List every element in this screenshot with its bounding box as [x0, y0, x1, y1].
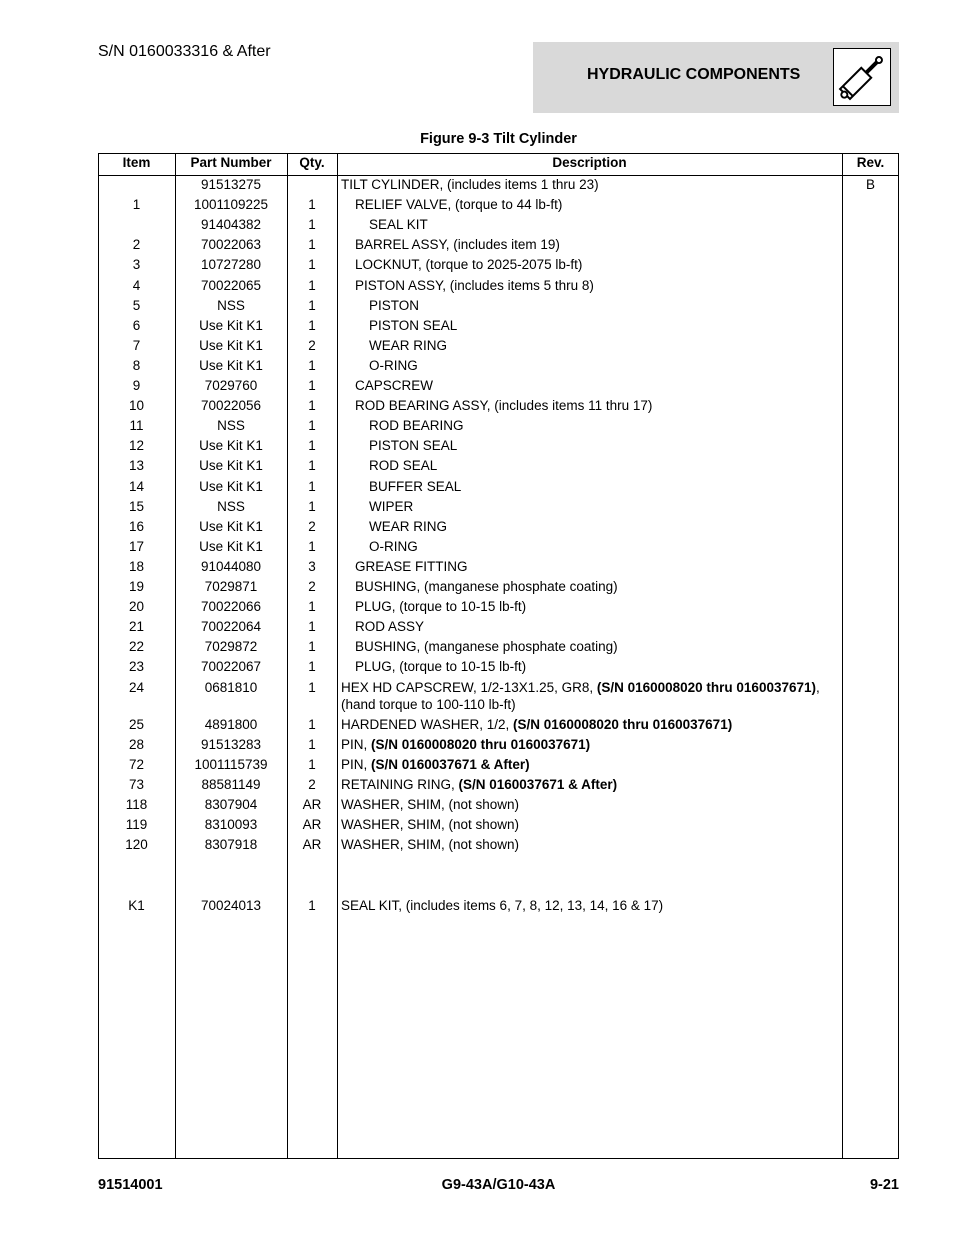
description-text: RETAINING RING, — [341, 776, 459, 792]
qty-cell: AR — [302, 817, 322, 833]
part-number-cell: 91044080 — [200, 558, 262, 574]
qty-cell: 1 — [308, 317, 316, 333]
col-header-item: Item — [122, 155, 151, 170]
qty-cell: 1 — [308, 297, 316, 313]
part-number-cell: Use Kit K1 — [199, 478, 263, 494]
qty-cell: 1 — [308, 736, 316, 752]
item-cell: 120 — [125, 837, 148, 853]
part-number-cell: Use Kit K1 — [199, 357, 263, 373]
hydraulic-cylinder-icon — [833, 48, 891, 106]
description-text: O-RING — [369, 538, 418, 554]
item-cell: 13 — [128, 458, 145, 474]
item-cell: 118 — [125, 797, 148, 812]
description-cell — [341, 196, 841, 213]
qty-cell: 1 — [308, 898, 316, 914]
description-cell — [341, 518, 841, 535]
part-number-cell: Use Kit K1 — [199, 518, 263, 534]
item-cell: 28 — [128, 736, 145, 752]
part-number-cell: Use Kit K1 — [199, 317, 263, 333]
description-cell — [341, 457, 841, 474]
serial-note: (S/N 0160008020 thru 0160037671) — [371, 736, 591, 752]
item-cell: 24 — [128, 679, 145, 695]
qty-cell: 2 — [308, 776, 316, 792]
qty-cell: 1 — [308, 756, 316, 772]
item-cell: 73 — [128, 776, 145, 792]
part-number-cell: 91513275 — [200, 177, 262, 192]
part-number-cell: Use Kit K1 — [199, 458, 263, 474]
part-number-cell: 4891800 — [204, 716, 258, 732]
qty-cell: 1 — [308, 418, 316, 434]
description-cell — [341, 437, 841, 454]
description-text: ROD SEAL — [369, 458, 438, 474]
description-text: ROD ASSY — [355, 619, 425, 635]
part-number-cell: 70022067 — [200, 659, 262, 675]
description-cell — [341, 377, 841, 394]
qty-cell: 1 — [308, 599, 316, 615]
qty-cell: 1 — [308, 257, 316, 273]
description-text: HARDENED WASHER, 1/2, — [341, 716, 514, 732]
serial-note: (S/N 0160008020 thru 0160037671) — [596, 679, 816, 695]
item-cell: 11 — [129, 418, 144, 434]
part-number-cell: 7029871 — [204, 579, 258, 594]
description-cell — [341, 598, 841, 615]
description-text: WEAR RING — [369, 518, 448, 534]
description-cell — [341, 478, 841, 495]
description-cell — [341, 638, 841, 655]
serial-note: (S/N 0160037671 & After) — [371, 756, 530, 772]
description-cell — [341, 578, 841, 595]
description-text: BUSHING, (manganese phosphate coating) — [355, 579, 618, 594]
description-text: PISTON SEAL — [369, 317, 458, 333]
part-number-cell: 91513283 — [200, 736, 262, 752]
serial-note: (S/N 0160037671 & After) — [458, 776, 618, 792]
item-cell: 3 — [132, 257, 141, 273]
qty-cell: 1 — [308, 398, 316, 414]
col-header-rev: Rev. — [856, 155, 885, 170]
description-text: WIPER — [369, 498, 414, 514]
description-text: O-RING — [369, 357, 418, 373]
item-cell: 15 — [128, 498, 145, 514]
qty-cell: 1 — [308, 277, 316, 293]
item-cell: 23 — [128, 659, 145, 675]
description-continuation: (hand torque to 100-110 lb-ft) — [341, 696, 516, 712]
description-cell — [341, 897, 841, 914]
part-number-cell: 88581149 — [201, 776, 261, 792]
description-cell — [341, 236, 841, 253]
qty-cell: 1 — [308, 716, 316, 732]
description-text: TILT CYLINDER, (includes items 1 thru 23) — [341, 177, 599, 192]
footer-model: G9-43A/G10-43A — [441, 1177, 556, 1193]
description-text: BARREL ASSY, (includes item 19) — [355, 237, 560, 253]
description-text: WASHER, SHIM, (not shown) — [341, 817, 520, 833]
item-cell: K1 — [128, 898, 145, 914]
item-cell: 1 — [132, 197, 141, 213]
part-number-cell: 8307904 — [204, 797, 258, 812]
part-number-cell: Use Kit K1 — [199, 337, 263, 353]
description-text: SEAL KIT, (includes items 6, 7, 8, 12, 13, 14, 16 & 17) — [341, 898, 664, 914]
item-cell: 21 — [128, 619, 145, 635]
qty-cell: AR — [302, 797, 322, 812]
qty-cell: 1 — [308, 458, 316, 474]
section-title: HYDRAULIC COMPONENTS — [587, 66, 801, 83]
item-cell: 20 — [128, 599, 145, 615]
qty-cell: 1 — [308, 639, 316, 655]
description-text: PLUG, (torque to 10-15 lb-ft) — [355, 599, 527, 615]
column-divider — [842, 153, 843, 1159]
part-number-cell: 1001115739 — [194, 756, 268, 772]
description-cell — [341, 796, 841, 813]
description-text: PISTON ASSY, (includes items 5 thru 8) — [355, 277, 594, 293]
qty-cell: 1 — [308, 478, 316, 494]
item-cell: 9 — [132, 378, 141, 393]
description-text: GREASE FITTING — [355, 558, 468, 574]
item-cell: 72 — [128, 756, 145, 772]
serial-range: S/N 0160033316 & After — [98, 43, 271, 60]
item-cell: 22 — [128, 639, 145, 655]
description-cell — [341, 256, 841, 273]
item-cell: 2 — [132, 237, 141, 253]
description-text: WEAR RING — [369, 337, 448, 353]
description-cell — [341, 337, 841, 354]
description-text: PIN, — [341, 736, 372, 752]
item-cell: 25 — [128, 716, 145, 732]
part-number-cell: 7029872 — [204, 639, 258, 655]
description-cell — [341, 736, 841, 753]
part-number-cell: 1001109225 — [193, 197, 269, 213]
part-number-cell: Use Kit K1 — [199, 538, 263, 554]
part-number-cell: Use Kit K1 — [199, 438, 263, 454]
item-cell: 10 — [128, 398, 145, 414]
item-cell: 18 — [128, 558, 145, 574]
description-cell — [341, 679, 841, 713]
description-text: LOCKNUT, (torque to 2025-2075 lb-ft) — [355, 257, 583, 273]
qty-cell: 2 — [308, 337, 316, 353]
footer-page-number: 9-21 — [869, 1177, 899, 1193]
description-cell — [341, 397, 841, 414]
description-cell — [341, 836, 841, 853]
item-cell: 14 — [128, 478, 145, 494]
qty-cell: 1 — [308, 498, 316, 514]
qty-cell: 3 — [308, 558, 316, 574]
description-text: ROD BEARING — [369, 418, 464, 434]
qty-cell: 1 — [308, 679, 316, 695]
description-cell — [341, 317, 841, 334]
description-text: PISTON — [369, 297, 420, 313]
item-cell: 6 — [132, 317, 141, 333]
col-header-part-number: Part Number — [190, 155, 272, 170]
description-text: HEX HD CAPSCREW, 1/2-13X1.25, GR8, — [341, 679, 597, 695]
description-cell — [341, 558, 841, 575]
item-cell: 8 — [132, 357, 141, 373]
part-number-cell: NSS — [217, 297, 245, 313]
description-text: BUFFER SEAL — [369, 478, 462, 494]
description-text: WASHER, SHIM, (not shown) — [341, 797, 520, 812]
description-text: RELIEF VALVE, (torque to 44 lb-ft) — [355, 197, 563, 213]
qty-cell: 1 — [308, 438, 316, 454]
qty-cell: 1 — [308, 197, 316, 213]
description-cell — [341, 538, 841, 555]
description-cell — [341, 816, 841, 833]
item-cell: 17 — [128, 538, 145, 554]
item-cell: 12 — [128, 438, 145, 454]
item-cell: 16 — [128, 518, 145, 534]
qty-cell: AR — [302, 837, 322, 853]
description-text: WASHER, SHIM, (not shown) — [341, 837, 520, 853]
description-text: PIN, — [341, 756, 372, 772]
part-number-cell: 70022066 — [200, 599, 262, 615]
column-divider — [337, 153, 338, 1159]
description-text: , — [816, 679, 820, 695]
qty-cell: 1 — [308, 538, 316, 554]
description-cell — [341, 498, 841, 515]
qty-cell: 1 — [308, 619, 316, 635]
description-text: CAPSCREW — [355, 378, 434, 393]
serial-note: (S/N 0160008020 thru 0160037671) — [513, 716, 733, 732]
part-number-cell: 8307918 — [204, 837, 258, 853]
description-cell — [341, 277, 841, 294]
part-number-cell: NSS — [217, 418, 245, 434]
qty-cell: 1 — [308, 357, 316, 373]
part-number-cell: 70024013 — [200, 898, 262, 914]
qty-cell: 2 — [308, 579, 316, 594]
footer-doc-number: 91514001 — [98, 1177, 163, 1193]
qty-cell: 1 — [308, 378, 316, 393]
part-number-cell: 70022063 — [200, 237, 262, 253]
qty-cell: 1 — [308, 237, 316, 253]
description-text: PLUG, (torque to 10-15 lb-ft) — [355, 659, 527, 675]
figure-title: Figure 9-3 Tilt Cylinder — [420, 131, 577, 147]
rev-cell: B — [865, 177, 875, 192]
qty-cell: 1 — [308, 659, 316, 675]
description-cell — [341, 357, 841, 374]
item-cell: 19 — [128, 579, 145, 594]
part-number-cell: 70022065 — [200, 277, 262, 293]
col-header-description: Description — [552, 155, 627, 170]
description-text: SEAL KIT — [369, 217, 428, 233]
description-text: ROD BEARING ASSY, (includes items 11 thru 17) — [355, 398, 653, 414]
part-number-cell: 0681810 — [204, 679, 258, 695]
description-cell — [341, 417, 841, 434]
description-cell — [341, 297, 841, 314]
description-cell — [341, 176, 841, 193]
part-number-cell: 7029760 — [204, 378, 258, 393]
description-cell — [341, 658, 841, 675]
part-number-cell: NSS — [217, 498, 245, 514]
qty-cell: 1 — [308, 217, 316, 233]
description-cell — [341, 716, 841, 733]
item-cell: 5 — [132, 297, 141, 313]
col-header-qty: Qty. — [299, 155, 325, 170]
qty-cell: 2 — [308, 518, 316, 534]
description-text: PISTON SEAL — [369, 438, 458, 454]
part-number-cell: 70022056 — [200, 398, 262, 414]
part-number-cell: 10727280 — [200, 257, 262, 273]
description-cell — [341, 776, 841, 793]
part-number-cell: 91404382 — [200, 217, 262, 233]
description-cell — [341, 618, 841, 635]
item-cell: 119 — [125, 817, 148, 833]
description-cell — [341, 756, 841, 773]
part-number-cell: 8310093 — [204, 817, 258, 833]
item-cell: 4 — [132, 277, 141, 293]
item-cell: 7 — [132, 337, 141, 353]
part-number-cell: 70022064 — [200, 619, 262, 635]
description-text: BUSHING, (manganese phosphate coating) — [355, 639, 618, 655]
description-cell — [341, 216, 841, 233]
